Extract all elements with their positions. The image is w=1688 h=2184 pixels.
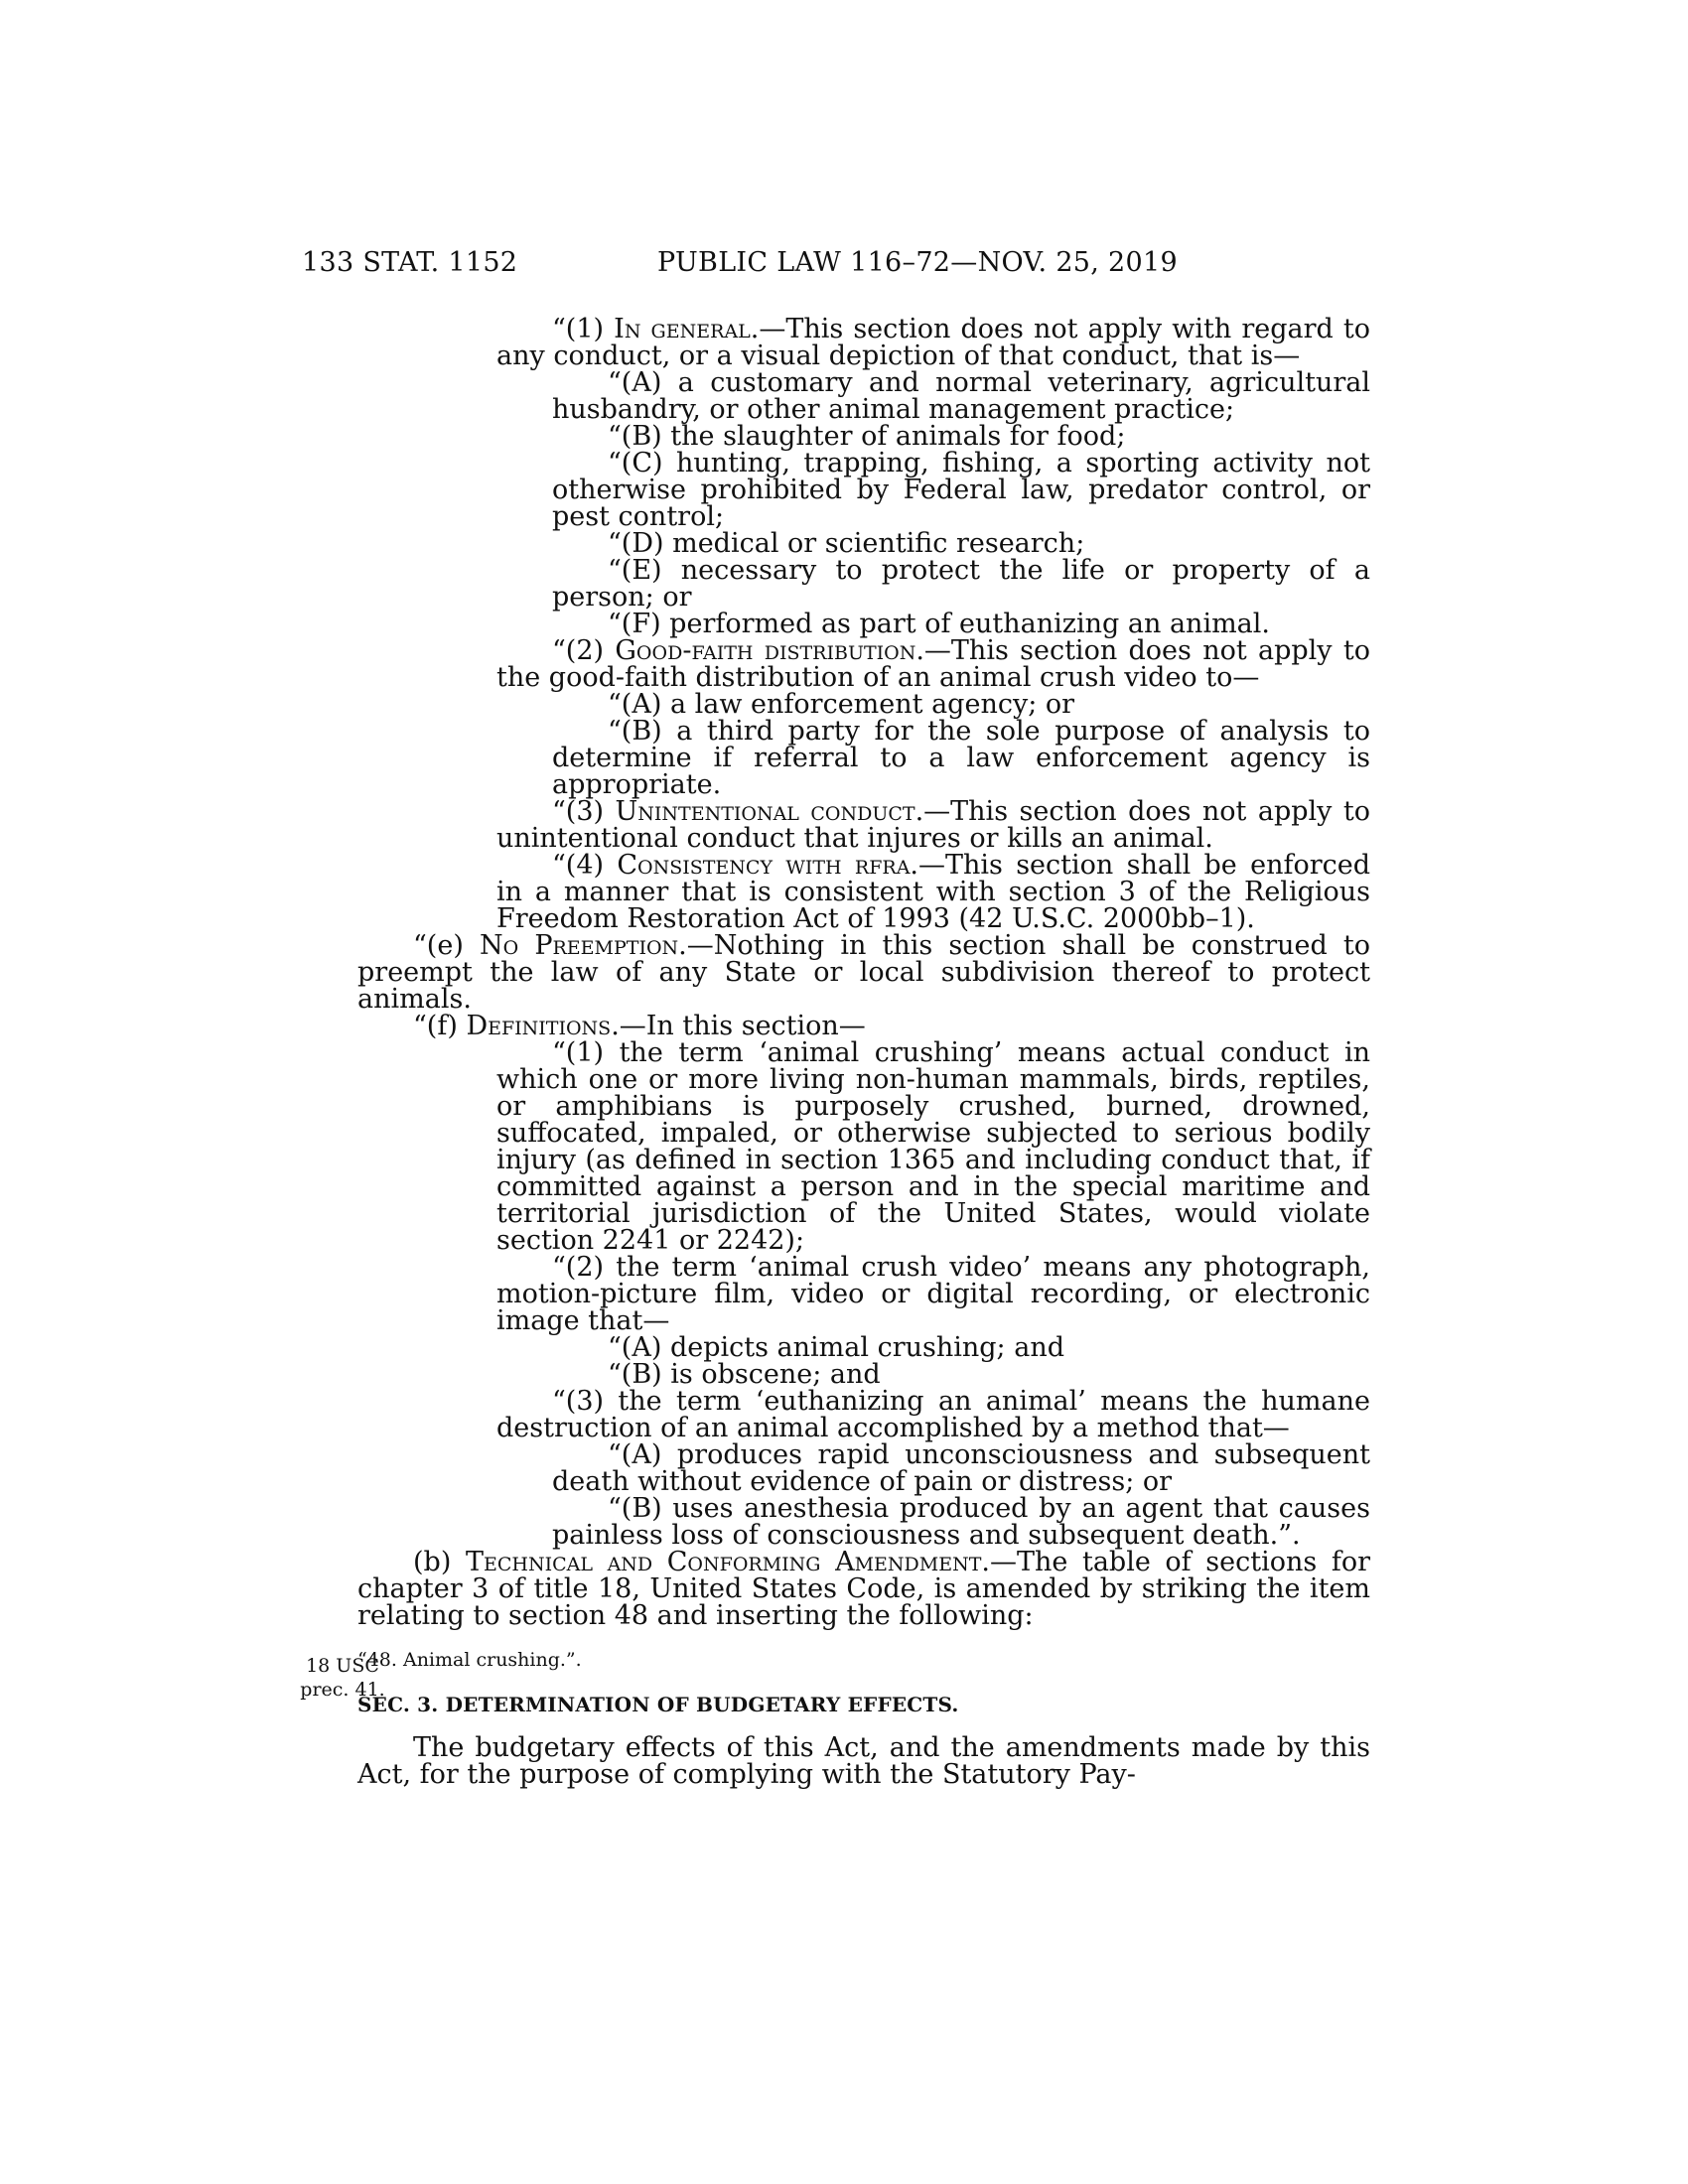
paragraph-d3 xyxy=(496,798,1370,852)
paragraph-d2 xyxy=(496,637,1370,691)
paragraph-d1 xyxy=(496,316,1370,369)
table-of-sections-item: “48. Animal crushing.”. xyxy=(357,1649,582,1671)
definition-3: “(3) the term ‘euthanizing an animal’ means the humane destruction of an animal accomplished by a method that— xyxy=(496,1386,1370,1443)
paragraph-d1-c: “(C) hunting, trapping, fishing, a sporting activity not otherwise prohibited by Federal law, predator control, or pest control; xyxy=(552,448,1370,532)
section-3-text: The budgetary effects of this Act, and the amendments made by this Act, for the purpose of complying with the Statutory Pay- xyxy=(357,1732,1370,1790)
margin-citation-line2: prec. 41. xyxy=(300,1679,385,1701)
page-header xyxy=(0,247,1688,287)
b-lead: (b) xyxy=(413,1547,466,1577)
paragraph-d4 xyxy=(496,852,1370,932)
public-law-title: PUBLIC LAW 116–72—NOV. 25, 2019 xyxy=(657,247,1178,278)
definition-1: “(1) the term ‘animal crushing’ means actual conduct in which one or more living non-human mammals, birds, reptiles, or amphibians is purposely crushed, burned, drowned, suffocated, impaled, or otherwise subjected to serious bodily injury (as defined in section 1365 and including conduct that, if committed against a person and in the special maritime and territorial jurisdiction of the United States, would violate section 2241 or 2242); xyxy=(496,1037,1370,1256)
definition-3-b: “(B) uses anesthesia produced by an agent that causes painless loss of consciousness and subsequent death.”. xyxy=(552,1493,1370,1551)
subsection-e xyxy=(357,932,1370,1013)
stat-page-number: 133 STAT. 1152 xyxy=(302,247,518,278)
f-heading: Definitions xyxy=(466,1011,612,1041)
margin-citation-line1: 18 USC xyxy=(306,1655,379,1677)
f-text: .—In this section— xyxy=(611,1011,866,1041)
subsection-b xyxy=(357,1549,1370,1629)
definition-2: “(2) the term ‘animal crush video’ means any photograph, motion-picture film, video or digital recording, or electronic image that— xyxy=(496,1252,1370,1336)
b-heading: Technical and Conforming Amendment xyxy=(465,1547,982,1577)
definition-2-b: “(B) is obscene; and xyxy=(608,1359,881,1390)
d3-lead: “(3) xyxy=(552,796,616,827)
b-text: .—The table of sections for chapter 3 of title 18, United States Code, is amended by striking the item relating to section 48 and inserting the following: xyxy=(357,1547,1371,1631)
section-3-heading: SEC. 3. DETERMINATION OF BUDGETARY EFFECTS. xyxy=(357,1693,959,1716)
d1-heading: In general xyxy=(614,314,751,344)
e-text: .—Nothing in this section shall be construed to preempt the law of any State or local subdivision thereof to protect animals. xyxy=(357,930,1370,1015)
d4-heading: Consistency with rfra xyxy=(617,850,911,881)
subsection-f xyxy=(357,1013,1370,1039)
d1-text: .—This section does not apply with regard to any conduct, or a visual depiction of that conduct, that is— xyxy=(496,314,1370,371)
d2-heading: Good-faith distribution xyxy=(615,635,916,666)
paragraph-d1-b: “(B) the slaughter of animals for food; xyxy=(608,421,1126,452)
f-lead: “(f) xyxy=(413,1011,467,1041)
paragraph-d2-b: “(B) a third party for the sole purpose of analysis to determine if referral to a law enforcement agency is appropriate. xyxy=(552,716,1370,800)
e-lead: “(e) xyxy=(413,930,480,961)
paragraph-d1-d: “(D) medical or scientific research; xyxy=(608,528,1085,559)
d1-lead: “(1) xyxy=(552,314,615,344)
d4-text: .—This section shall be enforced in a manner that is consistent with section 3 of the Religious Freedom Restoration Act of 1993 (42 U.S.C. 2000bb–1). xyxy=(496,850,1370,934)
d2-text: .—This section does not apply to the good-faith distribution of an animal crush video to— xyxy=(496,635,1370,693)
definition-2-a: “(A) depicts animal crushing; and xyxy=(608,1332,1065,1363)
e-heading: No Preemption xyxy=(480,930,679,961)
document-body xyxy=(357,314,1371,1790)
paragraph-d1-f: “(F) performed as part of euthanizing an animal. xyxy=(608,609,1270,639)
definition-3-a: “(A) produces rapid unconsciousness and subsequent death without evidence of pain or distress; or xyxy=(552,1439,1370,1497)
paragraph-d2-a: “(A) a law enforcement agency; or xyxy=(608,689,1075,720)
d4-lead: “(4) xyxy=(552,850,618,881)
paragraph-d1-e: “(E) necessary to protect the life or property of a person; or xyxy=(552,555,1370,613)
d3-heading: Unintentional conduct xyxy=(615,796,915,827)
d3-text: .—This section does not apply to unintentional conduct that injures or kills an animal. xyxy=(496,796,1370,854)
paragraph-d1-a: “(A) a customary and normal veterinary, agricultural husbandry, or other animal management practice; xyxy=(552,367,1370,425)
d2-lead: “(2) xyxy=(552,635,616,666)
